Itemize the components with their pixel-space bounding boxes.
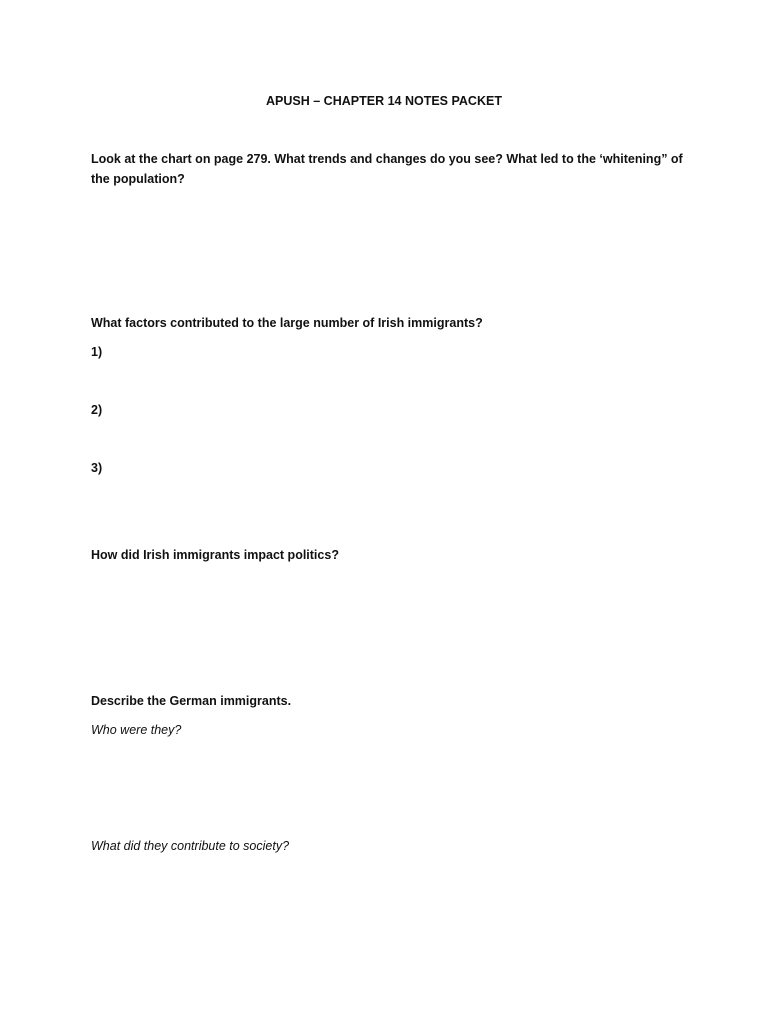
list-item-3: 3): [91, 461, 103, 475]
page-title: APUSH – CHAPTER 14 NOTES PACKET: [266, 94, 502, 108]
subquestion-contribution: What did they contribute to society?: [91, 839, 290, 853]
list-item-2: 2): [91, 403, 103, 417]
subquestion-who-were-they: Who were they?: [91, 723, 182, 737]
question-irish-politics: How did Irish immigrants impact politics?: [91, 548, 339, 562]
question-chart-line-2: the population?: [91, 172, 185, 186]
list-item-1: 1): [91, 345, 103, 359]
question-german-immigrants: Describe the German immigrants.: [91, 694, 292, 708]
question-irish-factors: What factors contributed to the large number of Irish immigrants?: [91, 316, 483, 330]
question-chart-line-1: Look at the chart on page 279. What trends and changes do you see? What led to the ‘whitening” of: [91, 152, 683, 166]
